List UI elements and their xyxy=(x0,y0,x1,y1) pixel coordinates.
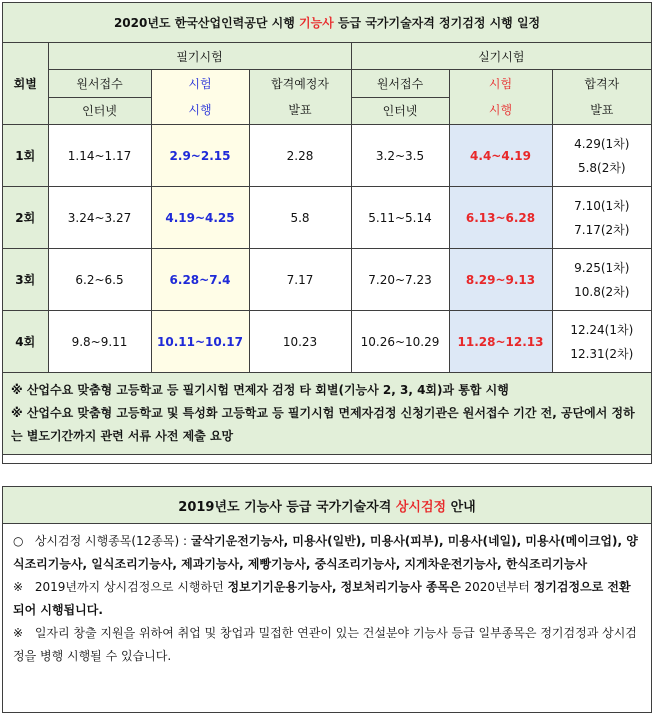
circle-icon: ○ xyxy=(13,534,24,548)
schedule-panel xyxy=(2,2,652,464)
note-item: ※ 산업수요 맞춤형 고등학교 및 특성화 고등학교 등 필기시험 면제자검정 신청기관은 원서접수 기간 전, 공단에서 정하는 별도기간까지 관련 서류 사전 제출 요망 xyxy=(11,406,635,443)
written-apply-date: 6.2~6.5 xyxy=(48,249,151,311)
practical-result-header: 합격자 발표 xyxy=(552,70,651,125)
written-exam-date: 4.19~4.25 xyxy=(151,187,249,249)
list-item: ※ 일자리 창출 지원을 위하여 취업 및 창업과 밀접한 연관이 있는 건설분야 기능사 등급 일부종목은 정기검정과 상시검정을 병행 시행될 수 있습니다. xyxy=(13,622,641,668)
written-exam-date: 6.28~7.4 xyxy=(151,249,249,311)
table-row xyxy=(3,125,651,187)
round-label: 4회 xyxy=(3,311,48,373)
written-apply-header: 원서접수 인터넷 xyxy=(48,70,151,125)
practical-result-date: 7.10(1차) 7.17(2차) xyxy=(552,187,651,249)
practical-result-date: 9.25(1차) 10.8(2차) xyxy=(552,249,651,311)
table-row xyxy=(3,187,651,249)
reference-mark-icon: ※ xyxy=(13,580,24,594)
written-result-date: 7.17 xyxy=(249,249,351,311)
written-apply-date: 9.8~9.11 xyxy=(48,311,151,373)
practical-apply-date: 5.11~5.14 xyxy=(351,187,449,249)
schedule-table xyxy=(3,3,651,455)
practical-apply-header: 원서접수 인터넷 xyxy=(351,70,449,125)
written-result-date: 5.8 xyxy=(249,187,351,249)
list-item: ※ 2019년까지 상시검정으로 시행하던 정보기기운용기능사, 정보처리기능사 종목은 2020년부터 정기검정으로 전환되어 시행됩니다. xyxy=(13,576,641,622)
practical-exam-date: 4.4~4.19 xyxy=(449,125,552,187)
round-label: 1회 xyxy=(3,125,48,187)
round-label: 2회 xyxy=(3,187,48,249)
permanent-title: 2019년도 기능사 등급 국가기술자격 상시검정 안내 xyxy=(3,487,651,524)
title-highlight: 상시검정 xyxy=(395,499,447,515)
practical-result-date: 4.29(1차) 5.8(2차) xyxy=(552,125,651,187)
practical-apply-date: 10.26~10.29 xyxy=(351,311,449,373)
practical-apply-date: 7.20~7.23 xyxy=(351,249,449,311)
written-exam-header: 시험 시행 xyxy=(151,70,249,125)
title-text: 2020년도 한국산업인력공단 시행 xyxy=(113,16,295,30)
permanent-body xyxy=(3,524,651,668)
written-apply-date: 1.14~1.17 xyxy=(48,125,151,187)
practical-exam-date: 6.13~6.28 xyxy=(449,187,552,249)
list-item: ○ 상시검정 시행종목(12종목) : 굴삭기운전기능사, 미용사(일반), 미용사(피부), 미용사(네일), 미용사(메이크업), 양식조리기능사, 일식조리기능사, 제과기능사, 제빵기능사, 중식조리기능사, 지게차운전기능사, 한식조리기능사 xyxy=(13,530,641,576)
written-apply-date: 3.24~3.27 xyxy=(48,187,151,249)
practical-exam-date: 11.28~12.13 xyxy=(449,311,552,373)
col-round-header: 회별 xyxy=(3,43,48,125)
table-row xyxy=(3,249,651,311)
schedule-title xyxy=(3,3,651,43)
written-exam-date: 2.9~2.15 xyxy=(151,125,249,187)
note-item: ※ 산업수요 맞춤형 고등학교 등 필기시험 면제자 검정 타 회별(기능사 2, 3, 4회)과 통합 시행 xyxy=(11,383,509,397)
title-highlight: 기능사 xyxy=(298,16,334,30)
written-exam-date: 10.11~10.17 xyxy=(151,311,249,373)
round-label: 3회 xyxy=(3,249,48,311)
practical-result-date: 12.24(1차) 12.31(2차) xyxy=(552,311,651,373)
title-text-suffix: 등급 국가기술자격 정기검정 시행 일정 xyxy=(337,16,541,30)
written-result-header: 합격예정자 발표 xyxy=(249,70,351,125)
table-row xyxy=(3,311,651,373)
written-result-date: 10.23 xyxy=(249,311,351,373)
schedule-notes xyxy=(3,373,651,455)
practical-exam-header: 시험 시행 xyxy=(449,70,552,125)
written-group-header: 필기시험 xyxy=(48,43,351,70)
reference-mark-icon: ※ xyxy=(13,626,24,640)
practical-group-header: 실기시험 xyxy=(351,43,651,70)
practical-apply-date: 3.2~3.5 xyxy=(351,125,449,187)
permanent-exam-panel xyxy=(2,486,652,713)
practical-exam-date: 8.29~9.13 xyxy=(449,249,552,311)
written-result-date: 2.28 xyxy=(249,125,351,187)
